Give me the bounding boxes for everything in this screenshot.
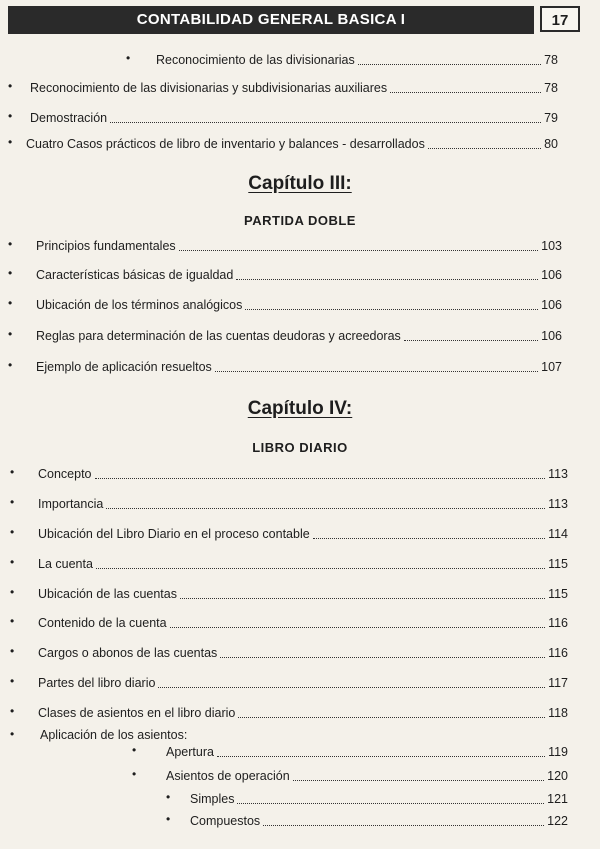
entry-page-number: 106 [541,298,562,312]
toc-subentry [132,742,568,760]
dot-leader [293,764,544,781]
bullet: • [10,555,15,569]
toc-entry [10,584,568,602]
toc-entry [126,50,558,68]
bullet: • [132,767,137,781]
entry-title: Reglas para determinación de las cuentas deudoras y acreedoras [36,329,401,343]
dot-leader [217,740,545,757]
dot-leader [428,132,541,149]
entry-title: Ubicación de las cuentas [38,587,177,601]
entry-page-number: 117 [548,676,568,690]
entry-page-number: 113 [548,467,568,481]
chapter-4-section: LIBRO DIARIO [252,440,348,455]
toc-subentry [132,766,568,784]
entry-title: Contenido de la cuenta [38,616,167,630]
toc-entry [8,78,558,96]
entry-page-number: 106 [541,329,562,343]
entry-title: Apertura [166,745,214,759]
toc-subsubentry [166,811,568,829]
bullet: • [8,358,13,372]
entry-page-number: 116 [548,616,568,630]
toc-entry [8,265,562,283]
toc-subsubentry [166,789,568,807]
entry-title: Clases de asientos en el libro diario [38,706,236,720]
toc-entry [10,643,568,661]
bullet: • [10,525,15,539]
toc-entry [10,464,568,482]
entry-title: Demostración [30,111,108,125]
bullet: • [8,109,13,123]
entry-page-number: 103 [541,239,562,253]
dot-leader [215,355,538,372]
dot-leader [245,293,538,310]
bullet: • [132,743,137,757]
entry-page-number: 114 [548,527,568,541]
dot-leader [180,582,545,599]
entry-title: Cargos o abonos de las cuentas [38,646,218,660]
entry-title: Cuatro Casos prácticos de libro de inventario y balances - desarrollados [26,137,425,151]
entry-title: Compuestos [190,814,261,828]
entry-title: Ejemplo de aplicación resueltos [36,360,212,374]
toc-entry [8,357,562,375]
entry-page-number: 106 [541,268,562,282]
entry-title: Importancia [38,497,104,511]
entry-title: Ubicación de los términos analógicos [36,298,243,312]
entry-title: Reconocimiento de las divisionarias y subdivisionarias auxiliares [30,81,388,95]
bullet: • [10,644,15,658]
toc-entry [10,524,568,542]
bullet: • [8,237,13,251]
dot-leader [95,462,546,479]
bullet: • [10,585,15,599]
bullet: • [8,327,13,341]
dot-leader [110,106,541,123]
toc-entry [8,326,562,344]
toc-entry [8,134,558,152]
toc-entry [10,673,568,691]
entry-page-number: 115 [548,557,568,571]
dot-leader [106,492,545,509]
toc-entry [8,108,558,126]
chapter-3-section: PARTIDA DOBLE [244,213,356,228]
entry-title: Simples [190,792,235,806]
dot-leader [404,324,538,341]
bullet: • [10,614,15,628]
dot-leader [96,552,545,569]
book-title: CONTABILIDAD GENERAL BASICA I [136,11,406,28]
entry-page-number: 116 [548,646,568,660]
entry-title: Partes del libro diario [38,676,156,690]
entry-title: Concepto [38,467,92,481]
dot-leader [390,76,541,93]
chapter-3-title: Capítulo III: [248,173,352,194]
entry-page-number: 78 [544,53,558,67]
entry-page-number: 120 [547,769,568,783]
bullet: • [8,296,13,310]
bullet: • [166,812,171,826]
bullet: • [8,79,13,93]
entry-page-number: 121 [547,792,568,806]
dot-leader [170,611,545,628]
bullet: • [10,727,15,741]
dot-leader [237,787,544,804]
bullet: • [10,465,15,479]
entry-page-number: 118 [548,706,568,720]
entry-page-number: 113 [548,497,568,511]
application-heading: Aplicación de los asientos: [40,728,188,742]
entry-title: Características básicas de igualdad [36,268,234,282]
entry-title: La cuenta [38,557,93,571]
dot-leader [179,234,538,251]
page-number: 17 [540,6,580,32]
chapter-4-title: Capítulo IV: [247,398,353,419]
entry-page-number: 115 [548,587,568,601]
entry-title: Reconocimiento de las divisionarias [156,53,355,67]
toc-entry [10,554,568,572]
entry-page-number: 119 [548,745,568,759]
entry-page-number: 78 [544,81,558,95]
bullet: • [10,704,15,718]
entry-page-number: 122 [547,814,568,828]
toc-entry [10,703,568,721]
bullet: • [126,51,131,65]
entry-page-number: 80 [544,137,558,151]
entry-page-number: 79 [544,111,558,125]
toc-entry [8,236,562,254]
entry-title: Asientos de operación [166,769,290,783]
bullet: • [8,135,13,149]
dot-leader [220,641,545,658]
dot-leader [238,701,545,718]
dot-leader [313,522,545,539]
bullet: • [166,790,171,804]
entry-title: Ubicación del Libro Diario en el proceso contable [38,527,310,541]
toc-entry [8,295,562,313]
dot-leader [236,263,538,280]
dot-leader [158,671,545,688]
dot-leader [263,809,544,826]
entry-page-number: 107 [541,360,562,374]
dot-leader [358,48,541,65]
bullet: • [10,674,15,688]
bullet: • [8,266,13,280]
entry-title: Principios fundamentales [36,239,176,253]
toc-entry [10,494,568,512]
bullet: • [10,495,15,509]
toc-entry [10,613,568,631]
